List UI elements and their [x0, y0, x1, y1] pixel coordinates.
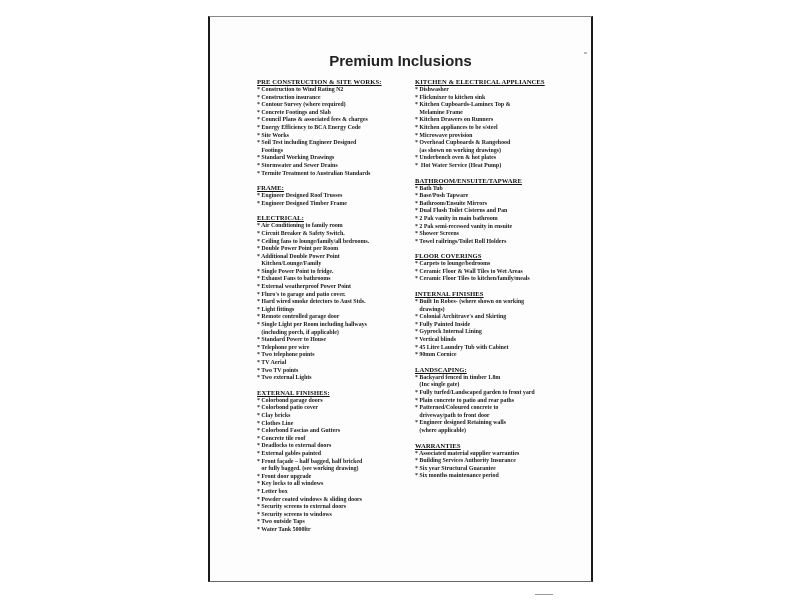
inclusion-item: * Single Light per Room including hallways — [257, 322, 367, 329]
inclusion-item: * Ceiling fans to lounge/family/all bedrooms. — [257, 238, 370, 245]
scan-speck — [535, 594, 553, 595]
right-column — [415, 79, 575, 488]
inclusion-item: * Underbench oven & hot plates — [415, 155, 496, 162]
inclusion-item: * Dual Flush Toilet Cisterns and Pan — [415, 208, 508, 215]
inclusion-list — [415, 261, 575, 284]
inclusion-item: * Colorbond Fascias and Gutters — [257, 428, 341, 435]
inclusion-item: * Water Tank 5000ltr — [257, 526, 311, 533]
inclusion-item: * Colorbond garage doors — [257, 397, 323, 404]
inclusion-item: (where applicable) — [415, 427, 466, 434]
inclusion-item: * Built In Robes- (where shown on working — [415, 299, 525, 306]
inclusion-item: * Two telephone points — [257, 352, 315, 359]
inclusion-item: * Microwave provision — [415, 132, 473, 139]
inclusion-item: (Inc single gate) — [415, 382, 460, 389]
inclusion-item: * Hard wired smoke detectors to Aust Stds. — [257, 299, 366, 306]
inclusion-item: * Clay bricks — [257, 412, 291, 419]
inclusion-item: * Circuit Breaker & Safety Switch. — [257, 230, 345, 237]
inclusion-item: * Telephone pre wire — [257, 344, 310, 351]
section-warranties — [415, 443, 575, 481]
inclusion-list — [415, 299, 575, 360]
inclusion-list — [415, 375, 575, 436]
inclusion-item: * Deadlocks to external doors — [257, 443, 332, 450]
section-heading: PRE CONSTRUCTION & SITE WORKS: — [257, 79, 382, 86]
inclusion-item: * Key locks to all windows — [257, 481, 324, 488]
inclusion-item: * Fully Painted Inside — [415, 321, 471, 328]
inclusion-item: * Front façade – half bagged, half bricked — [257, 458, 363, 465]
inclusion-item: * Ceramic Floor & Wall Tiles to Wet Areas — [415, 268, 523, 275]
inclusion-item: * Six months maintenance period — [415, 473, 499, 480]
section-heading: FLOOR COVERINGS — [415, 253, 482, 261]
inclusion-item: * Front door upgrade — [257, 473, 312, 480]
inclusion-item: * Backyard fenced in timber 1.8m — [415, 374, 501, 381]
inclusion-item: * Overhead Cupboards & Rangehood — [415, 140, 511, 147]
inclusion-item: * Base/Posh Tapware — [415, 193, 469, 200]
inclusion-item: * Kitchen Drawers on Runners — [415, 117, 494, 124]
inclusion-item: * Engineer Designed Timber Frame — [257, 200, 347, 207]
inclusion-item: * Flickmixer to kitchen sink — [415, 94, 486, 101]
page-title: Premium Inclusions — [329, 53, 472, 70]
inclusion-item: * Patterned/Coloured concrete to — [415, 405, 499, 412]
inclusion-list — [415, 451, 575, 481]
inclusion-item: * Council Plans & associated fees & charges — [257, 117, 368, 124]
inclusion-item: * Soil Test including Engineer Designed — [257, 140, 357, 147]
section-frame — [257, 185, 417, 208]
inclusion-item: * Ceramic Floor Tiles to kitchen/family/meals — [415, 276, 530, 283]
section-heading: WARRANTIES — [415, 442, 461, 450]
inclusion-item: * Six year Structural Guarantee — [415, 465, 496, 472]
section-heading: EXTERNAL FINISHES: — [257, 389, 330, 397]
inclusion-item: (including porch, if applicable) — [257, 329, 339, 336]
inclusion-item: * 2 Pak vanity in main bathroom — [415, 215, 498, 222]
section-external-finishes — [257, 390, 417, 535]
inclusion-list — [257, 87, 417, 178]
inclusion-item: * Kitchen appliances to be s/steel — [415, 124, 498, 131]
inclusion-item: * Two TV points — [257, 367, 299, 374]
inclusion-item: * Concrete Footings and Slab — [257, 109, 331, 116]
inclusion-item: * Building Services Authority Insurance — [415, 458, 516, 465]
inclusion-item: drawings) — [415, 306, 445, 313]
inclusion-item: * Letter box — [257, 488, 288, 495]
section-heading: BATHROOM/ENSUITE/TAPWARE — [415, 177, 522, 185]
inclusion-item: * Gyprock Internal Lining — [415, 329, 482, 336]
inclusion-item: * Security screens to external doors — [257, 504, 347, 511]
inclusion-item: * Vertical blinds — [415, 337, 456, 344]
inclusion-item: * Contour Survey (where required) — [257, 102, 346, 109]
section-kitchen-electrical-appliances — [415, 79, 575, 171]
inclusion-item: * External gables painted — [257, 450, 321, 457]
inclusion-item: * External weatherproof Power Point — [257, 284, 352, 291]
inclusion-item: * 2 Pak semi-recessed vanity in ensuite — [415, 223, 513, 230]
section-heading: ELECTRICAL: — [257, 215, 304, 223]
inclusion-item: * Shower Screens — [415, 231, 459, 238]
section-electrical — [257, 215, 417, 382]
inclusion-item: * Standard Working Drawings — [257, 155, 335, 162]
inclusion-item: * Security screens to windows — [257, 511, 332, 518]
inclusion-item: * Single Power Point to fridge. — [257, 268, 334, 275]
inclusion-item: * Hot Water Service (Heat Pump) — [415, 162, 502, 169]
inclusion-item: * Light fittings — [257, 306, 295, 313]
inclusion-list — [257, 398, 417, 535]
left-column — [257, 79, 417, 541]
inclusion-item: * Double Power Point per Room — [257, 246, 339, 253]
inclusion-item: * TV Aerial — [257, 360, 287, 366]
scan-speck — [584, 52, 587, 54]
inclusion-item: * Engineer Designed Roof Trusses — [257, 193, 343, 200]
inclusion-item: * Two external Lights — [257, 375, 312, 382]
inclusion-list — [415, 186, 575, 247]
inclusion-item: * Air Conditioning to family room — [257, 223, 343, 230]
inclusion-item: * Powder coated windows & sliding doors — [257, 496, 362, 503]
inclusion-item: * Additional Double Power Point — [257, 253, 340, 260]
inclusion-item: * Two outside Taps — [257, 519, 305, 526]
inclusion-item: * Colorbond patio cover — [257, 405, 319, 412]
section-floor-coverings — [415, 253, 575, 284]
section-bathroom-ensuite-tapware — [415, 178, 575, 247]
inclusion-item: * Concrete tile roof — [257, 435, 306, 442]
inclusion-item: * Construction to Wind Rating N2 — [257, 87, 344, 93]
inclusion-item: driveway/path to front door — [415, 412, 490, 419]
inclusion-item: * 45 Litre Laundry Tub with Cabinet — [415, 344, 509, 351]
inclusion-item: * Construction insurance — [257, 94, 321, 101]
section-pre-construction-site-works — [257, 79, 417, 178]
inclusion-item: * Towel railrings/Toilet Roll Holders — [415, 238, 507, 245]
inclusion-item: * Site Works — [257, 132, 289, 139]
inclusion-item: * Stormwater and Sewer Drains — [257, 162, 338, 169]
inclusion-list — [257, 193, 417, 208]
inclusion-item: * Exhaust Fans to bathrooms — [257, 276, 331, 283]
section-landscaping — [415, 367, 575, 436]
inclusion-item: * Plain concrete to patio and rear paths — [415, 397, 514, 404]
inclusion-item: (as shown on working drawings) — [415, 147, 501, 154]
inclusion-item: Melamine Frame — [415, 109, 463, 116]
inclusion-item: * Bath Tub — [415, 185, 443, 192]
document-page — [208, 16, 593, 582]
inclusion-item: * Kitchen Cupboards-Laminex Top & — [415, 102, 511, 109]
inclusion-item: * Bathroom/Ensuite Mirrors — [415, 200, 488, 207]
inclusion-item: * Engineer designed Retaining walls — [415, 420, 506, 427]
inclusion-item: * Termite Treatment to Australian Standards — [257, 170, 371, 177]
inclusion-item: or fully bagged. (see working drawing) — [257, 466, 359, 473]
inclusion-item: * Fluro's to garage and patio cover. — [257, 291, 346, 298]
section-internal-finishes — [415, 291, 575, 360]
inclusion-item: * 90mm Cornice — [415, 352, 457, 359]
inclusion-list — [415, 87, 575, 171]
inclusion-item: * Fully turfed/Landscaped garden to front yard — [415, 390, 535, 396]
inclusion-item: * Carpets to lounge/bedrooms — [415, 261, 491, 268]
inclusion-item: * Remote controlled garage door — [257, 314, 340, 321]
section-heading: LANDSCAPING: — [415, 366, 467, 374]
section-heading: INTERNAL FINISHES — [415, 291, 484, 299]
inclusion-list — [257, 223, 417, 382]
inclusion-item: * Associated material supplier warranties — [415, 450, 520, 457]
inclusion-item: * Energy Efficiency to BCA Energy Code — [257, 124, 361, 131]
inclusion-item: Kitchen/Lounge/Family — [257, 261, 322, 268]
inclusion-item: * Standard Power to House — [257, 337, 326, 344]
inclusion-item: Footings — [257, 147, 284, 154]
inclusion-item: * Clothes Line — [257, 420, 294, 427]
inclusion-item: * Colonial Architrave's and Skirting — [415, 314, 507, 321]
section-heading: FRAME: — [257, 185, 284, 193]
inclusion-item: * Dishwasher — [415, 87, 449, 93]
section-heading: KITCHEN & ELECTRICAL APPLIANCES — [415, 79, 545, 86]
